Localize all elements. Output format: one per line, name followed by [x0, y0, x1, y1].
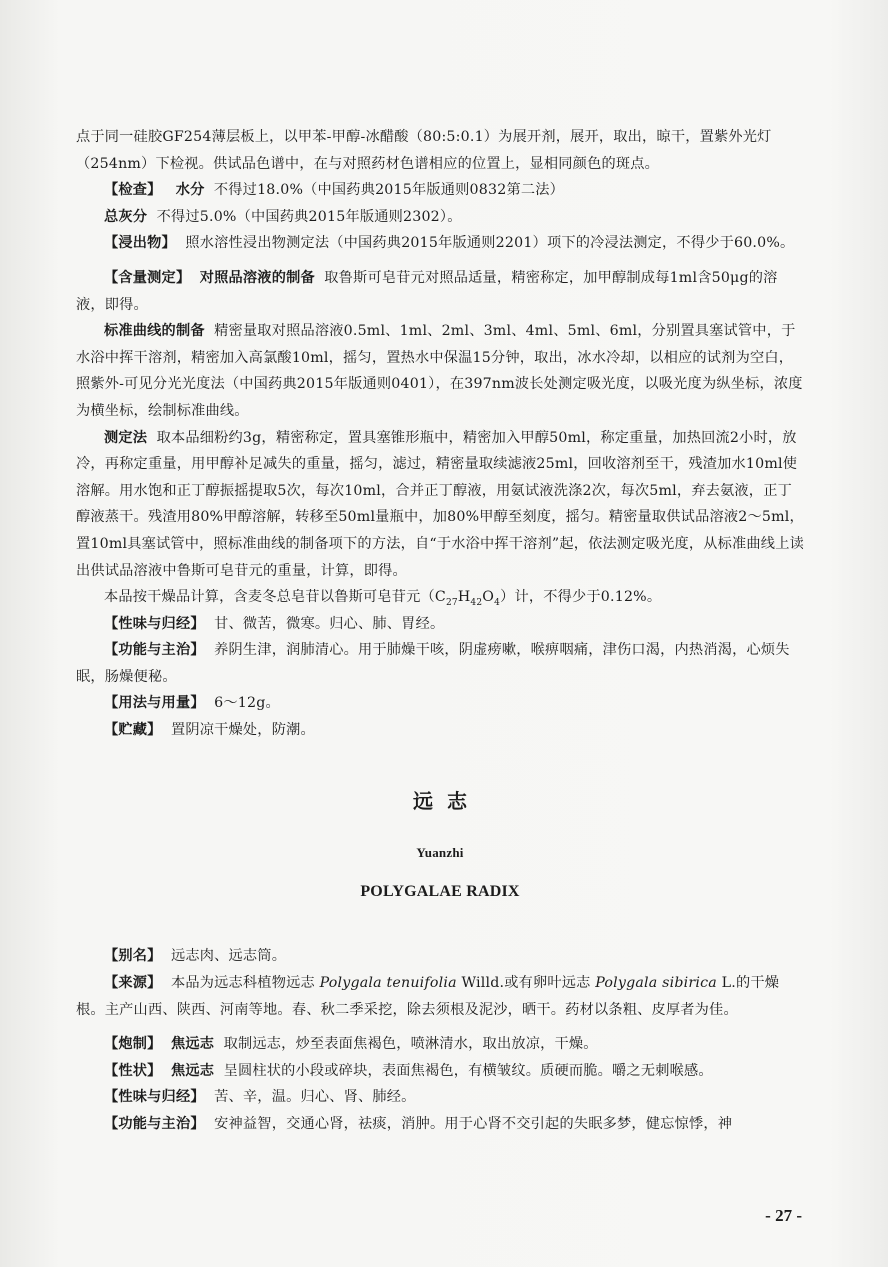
function-text-1: 养阴生津，润肺清心。用于肺燥干咳，阴虚痨嗽，喉痹咽痛，津伤口渴，内热消渴，心烦失眠，肠燥便秘。	[76, 642, 790, 685]
nature-paragraph-1	[76, 611, 804, 638]
extract-heading: 【浸出物】	[104, 235, 176, 252]
monograph-title: 远志	[413, 788, 481, 813]
source-mid-text: Willd.或有卵叶远志	[461, 975, 591, 992]
character-paragraph	[76, 1058, 804, 1085]
alias-paragraph	[76, 943, 804, 970]
ash-text: 不得过5.0%（中国药典2015年版通则2302）。	[156, 208, 462, 225]
nature-paragraph-2	[76, 1084, 804, 1111]
species-name-2: Polygala sibirica	[595, 975, 717, 992]
function-heading-2: 【功能与主治】	[104, 1116, 205, 1132]
extract-paragraph	[76, 230, 804, 257]
function-paragraph-1	[76, 637, 804, 690]
storage-paragraph	[76, 717, 804, 744]
check-heading: 【检查】	[104, 182, 162, 199]
extract-text: 照水溶性浸出物测定法（中国药典2015年版通则2201）项下的冷浸法测定，不得少于60.0%。	[185, 235, 795, 252]
nature-text-1: 甘、微苦，微寒。归心、肺、胃经。	[214, 615, 445, 632]
content-requirement-paragraph	[76, 584, 804, 611]
function-text-2: 安神益智，交通心肾，祛痰，消肿。用于心肾不交引起的失眠多梦，健忘惊悸，神	[214, 1116, 733, 1132]
nature-heading-1: 【性味与归经】	[104, 615, 205, 632]
content-pre-text: 本品按干燥品计算，含麦冬总皂苷以鲁斯可皂苷元（	[104, 589, 435, 606]
nature-text-2: 苦、辛，温。归心、肾、肺经。	[214, 1089, 416, 1106]
monograph-latin-name: POLYGALAE RADIX	[360, 882, 520, 900]
alias-heading: 【别名】	[104, 948, 162, 965]
process-heading: 【炮制】	[104, 1036, 162, 1053]
character-heading: 【性状】	[104, 1062, 162, 1079]
usage-heading: 【用法与用量】	[104, 695, 205, 712]
method-paragraph	[76, 425, 804, 585]
ref-solution-label: 对照品溶液的制备	[199, 269, 315, 286]
assay-heading: 【含量测定】	[104, 269, 191, 286]
molecular-formula: $C_{27}H_{42}O_4$	[434, 589, 501, 608]
moisture-text: 不得过18.0%（中国药典2015年版通则0832第二法）	[213, 182, 564, 199]
content-post-text: ）计，不得少于0.12%。	[500, 589, 662, 606]
source-post-text: L.的干燥根。主产山西、陕西、河南等地。春、秋二季采挖，除去须根及泥沙，晒干。药材以条粗、皮厚者为佳。	[76, 975, 780, 1018]
monograph-pinyin: Yuanzhi	[416, 845, 464, 861]
process-sub-label: 焦远志	[170, 1036, 215, 1053]
source-paragraph	[76, 970, 804, 1023]
storage-heading: 【贮藏】	[104, 722, 162, 739]
process-paragraph	[76, 1031, 804, 1058]
source-heading: 【来源】	[104, 975, 162, 992]
character-sub-label: 焦远志	[170, 1062, 215, 1079]
curve-paragraph	[76, 318, 804, 424]
process-text: 取制远志，炒至表面焦褐色，喷淋清水，取出放凉，干燥。	[223, 1036, 598, 1053]
tlc-paragraph: 点于同一硅胶GF254薄层板上，以甲苯-甲醇-冰醋酸（80:5:0.1）为展开剂，展开，取出，晾干，置紫外光灯（254nm）下检视。供试品色谱中，在与对照药材色谱相应的位置上，显相同颜色的斑点。	[76, 129, 772, 172]
method-label: 测定法	[104, 429, 148, 446]
ash-paragraph	[76, 204, 804, 231]
species-name-1: Polygala tenuifolia	[319, 975, 457, 992]
ref-solution-text: 取鲁斯可皂苷元对照品适量，精密称定，加甲醇制成每1ml含50μg的溶液，即得。	[76, 269, 778, 313]
source-pre-text: 本品为远志科植物远志	[170, 975, 315, 992]
curve-text: 精密量取对照品溶液0.5ml、1ml、2ml、3ml、4ml、5ml、6ml，分别置具塞试管中，于水浴中挥干溶剂，精密加入高氯酸10ml，摇匀，置热水中保温15分钟，取出，冰水冷却，以相应的试剂为空白，照紫外-可见分光光度法（中国药典2015年版通则0401），在397nm波长处测定吸光度，以吸光度为纵坐标，浓度为横坐标，绘制标准曲线。	[76, 323, 803, 419]
nature-heading-2: 【性味与归经】	[104, 1089, 205, 1106]
method-text: 取本品细粉约3g，精密称定，置具塞锥形瓶中，精密加入甲醇50ml，称定重量，加热回流2小时，放冷，再称定重量，用甲醇补足减失的重量，摇匀，滤过，精密量取续滤液25ml，回收溶剂至干，残渣加水10ml使溶解。用水饱和正丁醇振摇提取5次，每次10ml，合并正丁醇液，用氨试液洗涤2次，每次5ml，弃去氨液，正丁醇液蒸干。残渣用80%甲醇溶解，转移至50ml量瓶中，加80%甲醇至刻度，摇匀。精密量取供试品溶液2～5ml，置10ml具塞试管中，照标准曲线的制备项下的方法，自“于水浴中挥干溶剂”起，依法测定吸光度，从标准曲线上读出供试品溶液中鲁斯可皂苷元的重量，计算，即得。	[76, 429, 804, 579]
curve-label: 标准曲线的制备	[104, 323, 205, 340]
assay-paragraph	[76, 265, 804, 318]
page-content	[76, 124, 804, 1138]
alias-text: 远志肉、远志筒。	[170, 948, 287, 965]
usage-text: 6～12g。	[214, 695, 280, 712]
function-heading-1: 【功能与主治】	[104, 642, 205, 659]
page-number: - 27 -	[765, 1206, 802, 1225]
ash-label: 总灰分	[104, 208, 148, 225]
moisture-label: 水分	[175, 182, 205, 199]
check-paragraph	[76, 177, 804, 204]
usage-paragraph	[76, 690, 804, 717]
character-text: 呈圆柱状的小段或碎块，表面焦褐色，有横皱纹。质硬而脆。嚼之无刺喉感。	[223, 1062, 713, 1079]
function-paragraph-2	[76, 1111, 804, 1138]
storage-text: 置阴凉干燥处，防潮。	[170, 722, 315, 739]
